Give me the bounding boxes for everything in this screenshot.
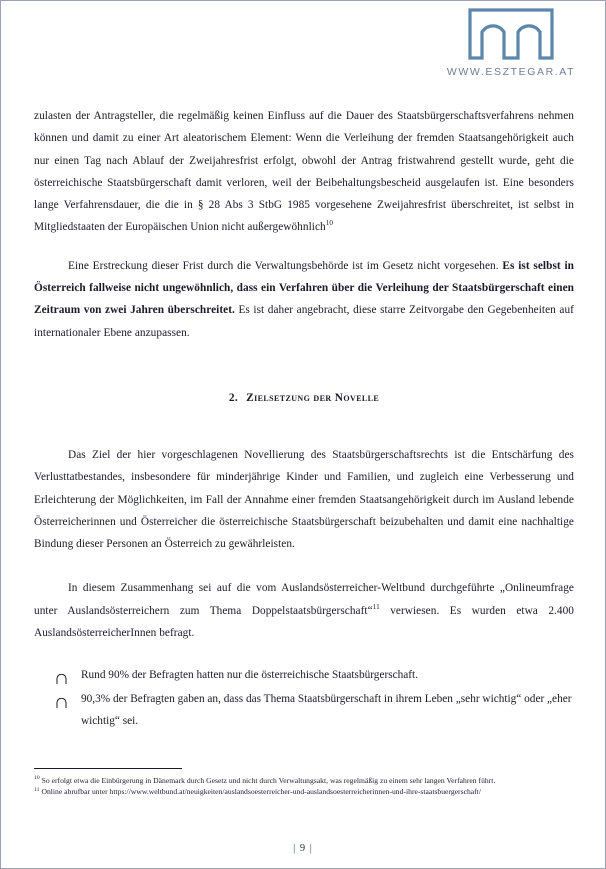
page-footer <box>1 843 605 854</box>
section-title: Zielsetzung der Novelle <box>246 391 380 404</box>
esztegar-arch-logo-icon <box>467 7 555 61</box>
para-2-tail: Es ist daher angebracht, diese starre Zeitvorgabe den Gegebenheiten auf internationaler Ebene anzupassen. <box>34 304 574 339</box>
para-2-lead: Eine Erstreckung dieser Frist durch die Verwaltungsbehörde ist im Gesetz nicht vorgesehen. <box>68 259 503 272</box>
footnote-11 <box>34 786 574 797</box>
spacer <box>34 368 574 392</box>
survey-results-list <box>34 664 574 732</box>
paragraph-fristerstreckung <box>34 255 574 344</box>
footnote-marker: 10 <box>34 775 40 782</box>
section-number: 2. <box>228 391 239 404</box>
page-number: 9 <box>299 843 307 854</box>
paragraph-umfrage <box>34 577 574 644</box>
page-number-right-bar: | <box>309 843 313 854</box>
spacer <box>34 644 574 664</box>
para-1-text: zulasten der Antragsteller, die regelmäßig keinen Einfluss auf die Dauer des Staatsbürgerschaftsverfahrens nehmen können und damit zu einer Art aleatorischem Element: Wenn die Verleihung der fremden Staatsangehörigkeit auch nur einen Tag nach Ablauf der Zweijahresfrist erfolgt, obwohl der Antrag fristwahrend gestellt wurde, geht die österreichische Staatsbürgerschaft damit verloren, weil der Beibehaltungsbescheid ausgelaufen ist. Eine besonders lange Verfahrensdauer, die die in § 28 Abs 3 StbG 1985 vorgesehene Zweijahresfrist überschreitet, ist selbst in Mitgliedstaaten der Europäischen Union nicht außergewöhnlich <box>34 110 574 234</box>
section-heading-zielsetzung <box>34 392 574 404</box>
document-header <box>431 7 591 95</box>
footnote-text: So erfolgt etwa die Einbürgerung in Dänemark durch Gesetz und nicht durch Verwaltungsakt, was regelmäßig zu einem sehr langen Verfahren führt. <box>41 776 496 785</box>
footnote-10 <box>34 775 574 786</box>
spacer <box>34 428 574 444</box>
footnote-text: Online abrufbar unter https://www.weltbund.at/neuigkeiten/auslandsoesterreicher-und-auslandsoesterreicherinnen-und-ihre-staatsbuergerschaft/ <box>41 787 481 797</box>
paragraph-ziel <box>34 444 574 555</box>
footnote-separator <box>34 768 182 769</box>
list-item-label: 90,3% der Befragten gaben an, dass das Thema Staatsbürgerschaft in ihrem Leben „sehr wichtig“ oder „eher wichtig“ sei. <box>81 692 572 727</box>
spacer <box>34 344 574 368</box>
page-number-left-bar: | <box>293 843 297 854</box>
para-2-emphasis: Es ist selbst in Österreich fallweise nicht ungewöhnlich, dass ein Verfahren über die Verleihung der Staatsbürgerschaft einen Zeitraum von zwei Jahren überschreitet. <box>34 259 575 317</box>
para-4-tail: verwiesen. Es wurden etwa 2.400 AuslandsösterreicherInnen befragt. <box>34 604 574 640</box>
arch-bullet-icon <box>56 670 67 680</box>
spacer <box>34 555 574 577</box>
para-4-lead: In diesem Zusammenhang sei auf die vom Auslandsösterreicher-Weltbund durchgeführte „Onlineumfrage unter Auslandsösterreichern zum Thema Doppelstaatsbürgerschaft“ <box>34 582 574 617</box>
footnote-ref-10: 10 <box>325 219 334 228</box>
footnote-marker: 11 <box>34 786 40 793</box>
list-item-label: Rund 90% der Befragten hatten nur die österreichische Staatsbürgerschaft. <box>81 669 419 682</box>
list-item <box>56 688 574 733</box>
footnote-area <box>34 768 574 798</box>
para-3-text: Das Ziel der hier vorgeschlagenen Novellierung des Staatsbürgerschaftsrechts ist die Entschärfung des Verlusttatbestandes, insbesondere für minderjährige Kinder und Familien, und zugleich eine Verbesserung und Erleichterung der Möglichkeiten, im Fall der Annahme einer fremden Staatsangehörigkeit durch im Ausland lebende Österreicherinnen und Österreicher die österreichische Staatsbürgerschaft beizubehalten und damit eine nachhaltige Bindung dieser Personen an Österreich zu gewährleisten. <box>34 448 574 551</box>
paragraph-continuation <box>34 105 574 239</box>
spacer <box>34 404 574 428</box>
footnote-ref-11: 11 <box>372 602 380 611</box>
document-body <box>34 105 574 733</box>
website-url: WWW.ESZTEGAR.AT <box>446 66 576 78</box>
spacer <box>34 239 574 255</box>
arch-bullet-icon <box>56 694 67 704</box>
list-item <box>56 664 574 686</box>
